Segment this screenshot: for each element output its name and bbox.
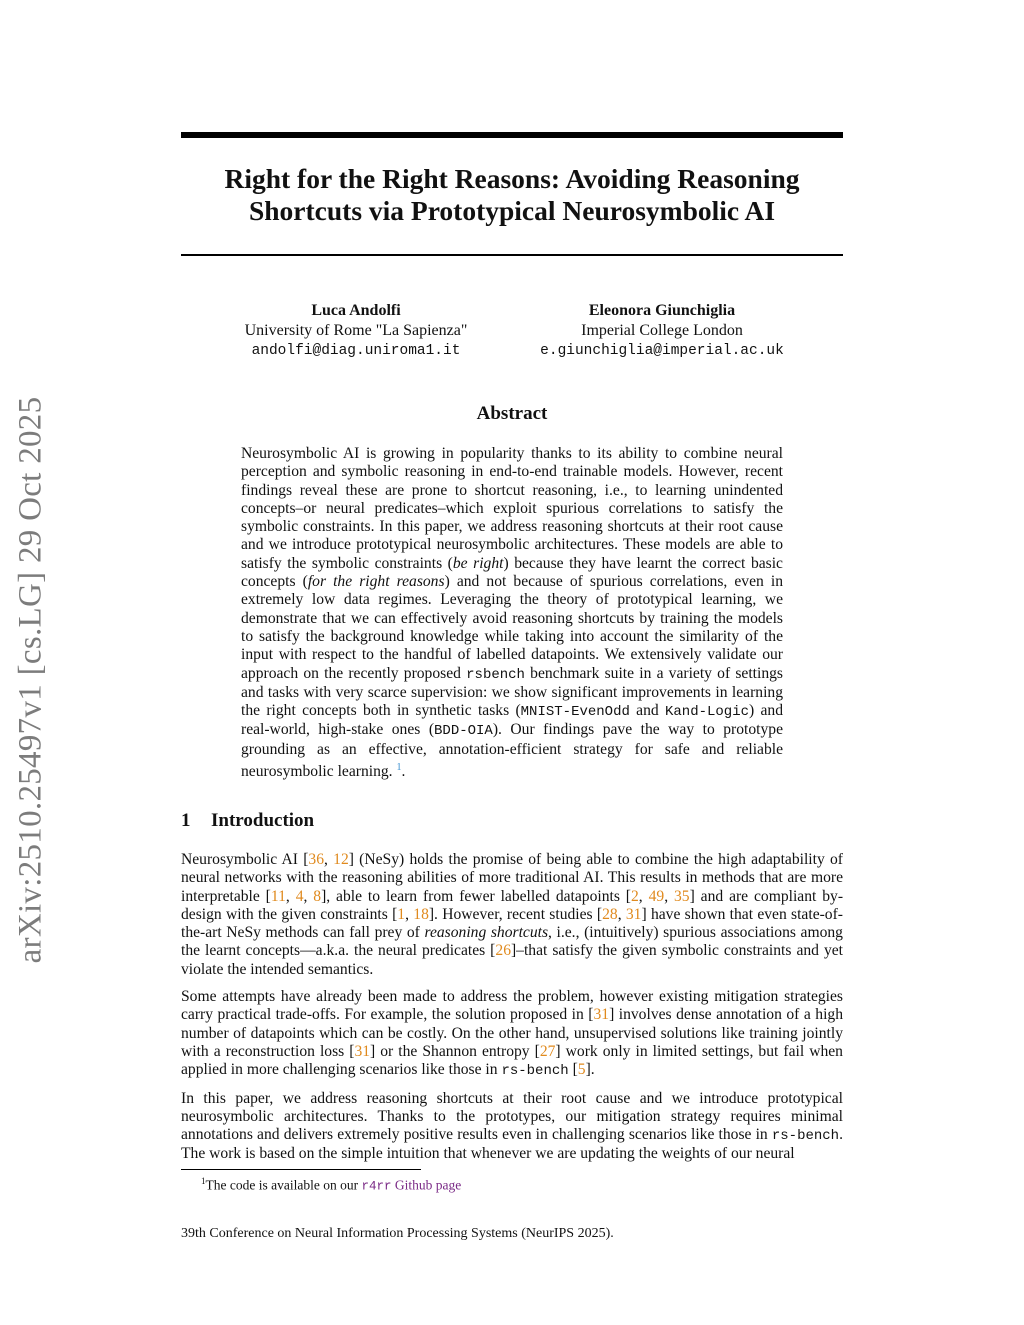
footnote: $^1$The code is available on our r4rr Github page	[201, 1176, 462, 1194]
arxiv-stamp	[10, 370, 52, 990]
citation[interactable]: 8	[313, 887, 322, 905]
citation[interactable]: 12	[333, 851, 349, 868]
title-rule-top	[181, 132, 843, 138]
citation[interactable]: 5	[577, 1061, 586, 1079]
citation[interactable]: 36	[308, 851, 325, 868]
author-name: Luca Andolfi	[311, 302, 401, 319]
title-rule-bottom	[181, 254, 843, 256]
citation[interactable]: 11	[270, 887, 286, 905]
author-block-1	[191, 301, 521, 361]
github-code-link[interactable]: r4rr	[361, 1179, 392, 1194]
github-page-link[interactable]: Github page	[391, 1177, 462, 1193]
conference-footer: 39th Conference on Neural Information Processing Systems (NeurIPS 2025).	[181, 1226, 614, 1241]
title-line-2: Shortcuts via Prototypical Neurosymbolic AI	[248, 195, 776, 226]
citation[interactable]: 28	[602, 905, 618, 923]
author-email: e.giunchiglia@imperial.ac.uk	[540, 343, 784, 359]
paragraph-1: Neurosymbolic AI [36, 12] (NeSy) holds the promise of being able to combine the high adaptability of neural networks with the reasoning abilities of more traditional AI. This results in methods that are more interpretable [11, 4, 8], able to learn from fewer labelled datapoints [2, 49, 35] and are compliant by-design with the given constraints [1, 18]. However, recent studies [28, 31] have shown that even state-of-the-art NeSy methods can fall prey of reasoning shortcuts, i.e., (intuitively) spurious associations among the learnt concepts—a.k.a. the neural predicates [26]–that satisfy the given symbolic constraints and yet violate the intended semantics.	[181, 851, 844, 978]
citation[interactable]: 18	[413, 905, 429, 923]
author-name: Eleonora Giunchiglia	[588, 302, 736, 319]
paragraph-2: Some attempts have already been made to address the problem, however existing mitigation strategies carry practical trade-offs. For example, the solution proposed in [31] involves dense annotation of a high number of datapoints which can be costly. On the other hand, unsupervised solutions like training jointly with a reconstruction loss [31] or the Shannon entropy [27] work only in limited settings, but fail when applied in more challenging scenarios like those in rs-bench [5].	[181, 988, 843, 1080]
title-line-1: Right for the Right Reasons: Avoiding Reasoning	[224, 163, 800, 194]
citation[interactable]: 35	[673, 887, 690, 905]
paper-title	[181, 163, 843, 227]
author-block-2	[497, 301, 827, 361]
author-email: andolfi@diag.uniroma1.it	[251, 343, 461, 359]
code-mnist-evenodd: MNIST-EvenOdd	[520, 704, 630, 721]
section-heading-introduction	[181, 810, 314, 832]
citation[interactable]: 27	[539, 1042, 556, 1060]
author-affiliation: Imperial College London	[581, 322, 743, 339]
citation[interactable]: 31	[625, 905, 642, 923]
citation[interactable]: 49	[648, 887, 665, 905]
footnote-rule	[181, 1169, 421, 1170]
code-rs-bench: rs-bench	[771, 1128, 840, 1145]
introduction-body	[181, 851, 843, 1173]
footnote-number: 1	[201, 1176, 206, 1186]
abstract-body: Neurosymbolic AI is growing in popularity thanks to its ability to combine neural perception and symbolic reasoning in end-to-end trainable models. However, recent findings reveal these are prone to shortcut reasoning, i.e., to learning unindented concepts–or neural predicates–which exploit spurious correlations to satisfy the symbolic constraints. In this paper, we address reasoning shortcuts at their root cause and we introduce prototypical neurosymbolic architectures. These models are able to satisfy the symbolic constraints (be right) because they have learnt the correct basic concepts (for the right reasons) and not because of spurious correlations, even in extremely low data regimes. Leveraging the theory of prototypical learning, we demonstrate that we can effectively avoid reasoning shortcuts by training the models to satisfy the background knowledge while taking into account the similarity of the input with respect to the handful of labelled datapoints. We extensively validate our approach on the recently proposed rsbench benchmark suite in a variety of settings and tasks with very scarce supervision: we show significant improvements in learning the right concepts both in synthetic tasks (MNIST-EvenOdd and Kand-Logic) and real-world, high-stake ones (BDD-OIA). Our findings pave the way to prototype grounding as an effective, annotation-efficient strategy for safe and reliable neurosymbolic learning. $^1$.	[241, 445, 784, 781]
code-rsbench: rsbench	[466, 666, 525, 683]
citation[interactable]: 4	[295, 887, 304, 905]
section-number: 1	[181, 810, 191, 831]
code-rs-bench: rs-bench	[501, 1063, 569, 1080]
author-affiliation: University of Rome "La Sapienza"	[244, 322, 468, 339]
citation[interactable]: 31	[354, 1042, 371, 1060]
arxiv-stamp-text: arXiv:2510.25497v1 [cs.LG] 29 Oct 2025	[12, 396, 49, 964]
paragraph-3: In this paper, we address reasoning shortcuts at their root cause and we introduce prototypical neurosymbolic architectures. Thanks to the prototypes, our mitigation strategy requires minimal annotations and delivers extremely positive results even in challenging scenarios like those in rs-bench. The work is based on the simple intuition that whenever we are updating the weights of our neural	[181, 1089, 843, 1163]
citation[interactable]: 26	[495, 942, 511, 960]
section-title: Introduction	[211, 810, 315, 831]
code-kand-logic: Kand-Logic	[664, 704, 749, 721]
footnote-marker[interactable]: 1	[396, 762, 402, 774]
abstract-heading: Abstract	[476, 403, 548, 424]
citation[interactable]: 2	[631, 887, 639, 905]
citation[interactable]: 1	[397, 905, 406, 923]
code-bdd-oia: BDD-OIA	[434, 723, 493, 740]
citation[interactable]: 31	[593, 1006, 610, 1024]
